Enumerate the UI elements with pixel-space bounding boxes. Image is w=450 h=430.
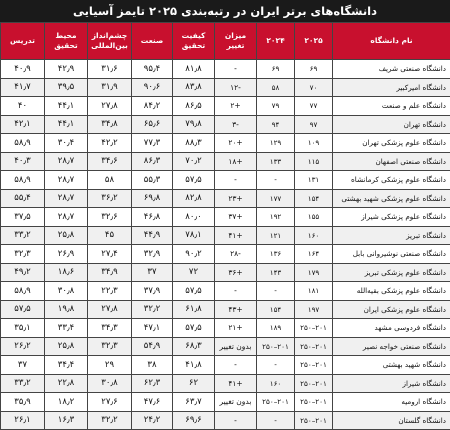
cell-international-outlook: ۳۱٫۶ [88,60,132,79]
cell-international-outlook: ۳۴٫۶ [88,152,132,171]
cell-research-environment: ۳۰٫۸ [45,282,88,301]
cell-research-quality: ۴۱٫۸ [173,356,215,375]
cell-research-quality: ۵۷٫۵ [173,171,215,190]
cell-rank-2024: ۱۲۱ [257,226,295,245]
cell-rank-2025: ۱۹۷ [295,300,333,319]
cell-university-name: دانشگاه صنعتی اصفهان [333,152,450,171]
cell-teaching: ۵۸٫۹ [1,171,45,190]
cell-change: +۱۸ [215,152,257,171]
cell-industry: ۵۵٫۳ [132,171,173,190]
cell-rank-2025: ۱۶۴ [295,245,333,264]
column-header-research-quality: کیفیت تحقیق [173,23,215,60]
cell-rank-2025: ۱۷۹ [295,263,333,282]
cell-change: +۳۶ [215,263,257,282]
cell-international-outlook: ۴۵ [88,226,132,245]
cell-industry: ۳۸ [132,356,173,375]
cell-research-quality: ۷۹٫۸ [173,115,215,134]
cell-teaching: ۴۹٫۲ [1,263,45,282]
cell-research-environment: ۳۰٫۴ [45,134,88,153]
cell-research-environment: ۳۴٫۴ [45,356,88,375]
cell-university-name: دانشگاه صنعتی شریف [333,60,450,79]
ranking-table [0,22,450,430]
cell-industry: ۶۲٫۳ [132,374,173,393]
cell-rank-2024: ۱۸۹ [257,319,295,338]
cell-industry: ۸۶٫۳ [132,152,173,171]
cell-research-quality: ۶۸٫۳ [173,337,215,356]
cell-university-name: دانشگاه تهران [333,115,450,134]
cell-rank-2025: ۲۰۱–۲۵۰ [295,319,333,338]
cell-research-quality: ۶۹٫۶ [173,411,215,430]
table-row [1,134,450,153]
cell-research-environment: ۴۴٫۱ [45,115,88,134]
cell-rank-2024: - [257,411,295,430]
column-header-teaching: تدریس [1,23,45,60]
cell-international-outlook: ۳۲٫۳ [88,337,132,356]
cell-international-outlook: ۲۹ [88,356,132,375]
cell-rank-2025: ۷۷ [295,97,333,116]
cell-change: +۲ [215,97,257,116]
cell-rank-2024: - [257,282,295,301]
cell-international-outlook: ۳۴٫۳ [88,319,132,338]
cell-research-quality: ۸۲٫۸ [173,189,215,208]
column-header-rank-2025: ۲۰۲۵ [295,23,333,60]
cell-change: بدون تغییر [215,393,257,412]
cell-teaching: ۳۳٫۲ [1,226,45,245]
cell-university-name: دانشگاه ارومیه [333,393,450,412]
cell-teaching: ۳۲٫۳ [1,245,45,264]
table-row [1,356,450,375]
cell-research-quality: ۵۷٫۵ [173,319,215,338]
cell-rank-2025: ۱۵۴ [295,189,333,208]
cell-teaching: ۵۵٫۴ [1,189,45,208]
cell-industry: ۳۲٫۲ [132,300,173,319]
cell-international-outlook: ۳۶٫۲ [88,189,132,208]
cell-research-quality: ۸۸٫۳ [173,134,215,153]
cell-research-quality: ۶۱٫۸ [173,300,215,319]
cell-research-quality: ۶۲ [173,374,215,393]
table-row [1,374,450,393]
cell-research-environment: ۱۹٫۸ [45,300,88,319]
cell-rank-2025: ۲۰۱–۲۵۰ [295,393,333,412]
cell-rank-2024: ۱۴۳ [257,263,295,282]
cell-research-environment: ۱۶٫۳ [45,411,88,430]
cell-rank-2025: ۲۰۱–۲۵۰ [295,337,333,356]
cell-rank-2025: ۹۷ [295,115,333,134]
cell-change: +۳۷ [215,208,257,227]
cell-teaching: ۲۶٫۲ [1,337,45,356]
cell-teaching: ۴۰٫۳ [1,152,45,171]
cell-research-environment: ۲۵٫۸ [45,226,88,245]
cell-international-outlook: ۵۸ [88,171,132,190]
cell-university-name: دانشگاه علم و صنعت [333,97,450,116]
cell-teaching: ۳۵٫۹ [1,393,45,412]
cell-research-environment: ۱۸٫۶ [45,263,88,282]
cell-international-outlook: ۲۷٫۶ [88,393,132,412]
cell-industry: ۴۶٫۸ [132,208,173,227]
cell-research-quality: ۸۱٫۸ [173,60,215,79]
cell-international-outlook: ۲۷٫۴ [88,245,132,264]
cell-industry: ۳۷٫۹ [132,282,173,301]
cell-teaching: ۴۲٫۱ [1,115,45,134]
cell-rank-2024: - [257,356,295,375]
cell-research-environment: ۲۵٫۸ [45,337,88,356]
cell-change: +۴۱ [215,226,257,245]
cell-research-environment: ۱۸٫۲ [45,393,88,412]
header-row [1,23,450,60]
cell-industry: ۴۷٫۱ [132,319,173,338]
cell-international-outlook: ۳۲٫۲ [88,411,132,430]
cell-rank-2025: ۱۶۰ [295,226,333,245]
cell-teaching: ۴۱٫۷ [1,78,45,97]
cell-change: +۲۳ [215,189,257,208]
cell-change: +۲۰ [215,134,257,153]
cell-change: +۲۱ [215,319,257,338]
table-row [1,171,450,190]
table-row [1,263,450,282]
cell-teaching: ۲۶٫۱ [1,411,45,430]
cell-change: -۳ [215,115,257,134]
cell-industry: ۶۵٫۶ [132,115,173,134]
cell-rank-2024: ۱۳۳ [257,152,295,171]
cell-rank-2025: ۶۹ [295,60,333,79]
cell-teaching: ۳۷٫۵ [1,208,45,227]
cell-change: +۴۱ [215,374,257,393]
cell-international-outlook: ۳۲٫۶ [88,208,132,227]
cell-rank-2024: ۱۲۹ [257,134,295,153]
table-row [1,411,450,430]
cell-research-environment: ۲۸٫۷ [45,171,88,190]
cell-teaching: ۵۸٫۹ [1,134,45,153]
cell-research-environment: ۴۲٫۹ [45,60,88,79]
cell-industry: ۹۵٫۴ [132,60,173,79]
cell-industry: ۶۹٫۸ [132,189,173,208]
table-row [1,208,450,227]
cell-research-quality: ۸۳٫۸ [173,78,215,97]
cell-rank-2024: ۵۸ [257,78,295,97]
cell-research-quality: ۸۰٫۰ [173,208,215,227]
cell-teaching: ۴۰٫۹ [1,60,45,79]
cell-university-name: دانشگاه علوم پزشکی کرمانشاه [333,171,450,190]
cell-international-outlook: ۲۷٫۸ [88,97,132,116]
cell-research-environment: ۳۳٫۴ [45,319,88,338]
table-body [1,60,450,430]
cell-university-name: دانشگاه شهید بهشتی [333,356,450,375]
cell-industry: ۲۴٫۲ [132,411,173,430]
cell-university-name: دانشگاه علوم پزشکی ایران [333,300,450,319]
table-row [1,189,450,208]
cell-research-environment: ۲۶٫۹ [45,245,88,264]
cell-teaching: ۳۵٫۱ [1,319,45,338]
cell-rank-2024: ۱۳۶ [257,245,295,264]
cell-rank-2025: ۱۳۱ [295,171,333,190]
cell-research-quality: ۵۷٫۵ [173,282,215,301]
cell-university-name: دانشگاه علوم پزشکی شیراز [333,208,450,227]
cell-research-environment: ۲۲٫۸ [45,374,88,393]
cell-rank-2024: - [257,171,295,190]
cell-international-outlook: ۲۷٫۸ [88,300,132,319]
cell-university-name: دانشگاه صنعتی خواجه نصیر [333,337,450,356]
cell-change: +۴۳ [215,300,257,319]
cell-rank-2024: ۹۴ [257,115,295,134]
cell-change: - [215,171,257,190]
cell-university-name: دانشگاه علوم پزشکی بقیه‌الله [333,282,450,301]
cell-industry: ۴۷٫۶ [132,393,173,412]
cell-rank-2025: ۱۱۵ [295,152,333,171]
cell-teaching: ۵۷٫۵ [1,300,45,319]
cell-change: -۲۸ [215,245,257,264]
column-header-rank-2024: ۲۰۲۴ [257,23,295,60]
cell-research-environment: ۴۴٫۱ [45,97,88,116]
table-row [1,300,450,319]
cell-change: - [215,282,257,301]
cell-university-name: دانشگاه علوم پزشکی شهید بهشتی [333,189,450,208]
cell-research-quality: ۷۸٫۱ [173,226,215,245]
table-row [1,245,450,264]
cell-teaching: ۵۸٫۹ [1,282,45,301]
column-header-research-environment: محیط تحقیق [45,23,88,60]
table-row [1,282,450,301]
cell-industry: ۵۴٫۹ [132,337,173,356]
cell-rank-2025: ۲۰۱–۲۵۰ [295,411,333,430]
cell-rank-2024: ۱۶۰ [257,374,295,393]
cell-international-outlook: ۳۱٫۹ [88,78,132,97]
cell-research-quality: ۸۶٫۵ [173,97,215,116]
cell-university-name: دانشگاه صنعتی نوشیروانی بابل [333,245,450,264]
cell-industry: ۳۲٫۹ [132,245,173,264]
cell-university-name: دانشگاه علوم پزشکی تهران [333,134,450,153]
cell-international-outlook: ۲۲٫۳ [88,282,132,301]
table-row [1,226,450,245]
cell-research-quality: ۹۰٫۲ [173,245,215,264]
cell-rank-2025: ۷۰ [295,78,333,97]
cell-rank-2024: ۲۰۱–۲۵۰ [257,393,295,412]
cell-teaching: ۴۰ [1,97,45,116]
cell-research-environment: ۲۸٫۷ [45,189,88,208]
cell-international-outlook: ۳۴٫۸ [88,115,132,134]
cell-research-quality: ۷۲ [173,263,215,282]
cell-research-environment: ۲۸٫۷ [45,208,88,227]
cell-rank-2024: ۱۹۲ [257,208,295,227]
table-row [1,152,450,171]
cell-international-outlook: ۳۰٫۸ [88,374,132,393]
column-header-industry: صنعت [132,23,173,60]
page-title: دانشگاه‌های برتر ایران در رتبه‌بندی ۲۰۲۵ تایمز آسیایی [0,0,450,22]
cell-rank-2025: ۲۰۱–۲۵۰ [295,356,333,375]
table-row [1,78,450,97]
cell-industry: ۴۴٫۹ [132,226,173,245]
table-row [1,97,450,116]
cell-teaching: ۳۷ [1,356,45,375]
cell-rank-2024: ۶۹ [257,60,295,79]
cell-research-environment: ۳۹٫۵ [45,78,88,97]
cell-research-environment: ۲۸٫۷ [45,152,88,171]
cell-teaching: ۳۳٫۲ [1,374,45,393]
cell-change: - [215,356,257,375]
column-header-name: نام دانشگاه [333,23,450,60]
cell-university-name: دانشگاه امیرکبیر [333,78,450,97]
cell-industry: ۷۷٫۳ [132,134,173,153]
cell-change: بدون تغییر [215,337,257,356]
table-row [1,115,450,134]
cell-university-name: دانشگاه فردوسی مشهد [333,319,450,338]
table-row [1,319,450,338]
cell-rank-2025: ۱۰۹ [295,134,333,153]
cell-industry: ۹۰٫۶ [132,78,173,97]
table-row [1,393,450,412]
cell-rank-2025: ۲۰۱–۲۵۰ [295,374,333,393]
column-header-change: میزان تغییر [215,23,257,60]
cell-industry: ۸۴٫۲ [132,97,173,116]
cell-university-name: دانشگاه گلستان [333,411,450,430]
cell-change: -۱۲ [215,78,257,97]
cell-rank-2024: ۲۰۱–۲۵۰ [257,337,295,356]
cell-research-quality: ۶۳٫۷ [173,393,215,412]
cell-change: - [215,60,257,79]
cell-rank-2025: ۱۵۵ [295,208,333,227]
cell-rank-2025: ۱۸۱ [295,282,333,301]
cell-university-name: دانشگاه تبریز [333,226,450,245]
cell-international-outlook: ۴۲٫۲ [88,134,132,153]
table-row [1,60,450,79]
cell-university-name: دانشگاه علوم پزشکی تبریز [333,263,450,282]
cell-industry: ۳۷ [132,263,173,282]
cell-rank-2024: ۱۷۷ [257,189,295,208]
column-header-international-outlook: چشم‌انداز بین‌المللی [88,23,132,60]
cell-rank-2024: ۱۵۴ [257,300,295,319]
cell-change: - [215,411,257,430]
cell-university-name: دانشگاه شیراز [333,374,450,393]
cell-international-outlook: ۳۴٫۹ [88,263,132,282]
table-row [1,337,450,356]
cell-rank-2024: ۷۹ [257,97,295,116]
cell-research-quality: ۷۰٫۲ [173,152,215,171]
